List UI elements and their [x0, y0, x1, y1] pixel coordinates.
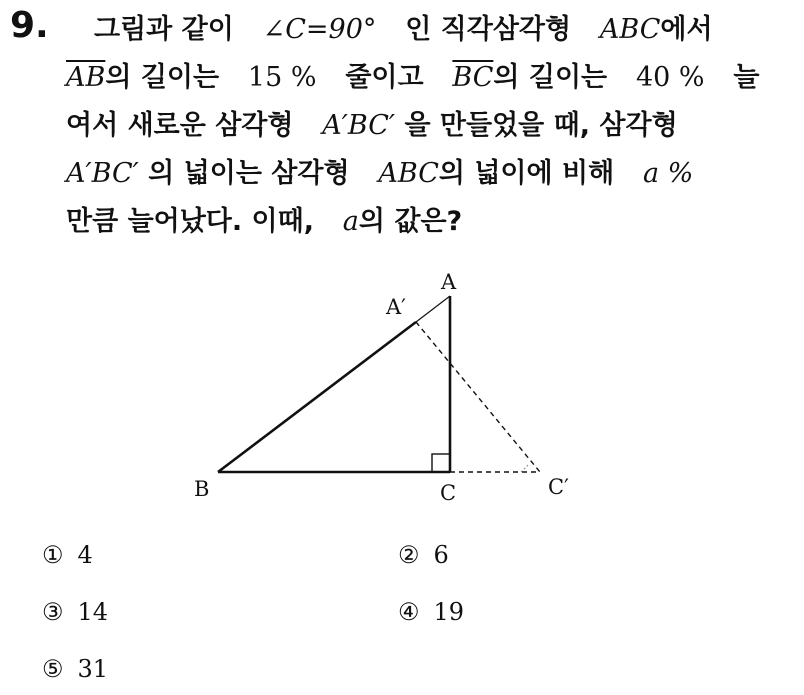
- stem-text: 의 길이는: [105, 62, 220, 93]
- stem-text: 인 직각삼각형: [405, 14, 572, 45]
- choice-number: ③: [42, 598, 64, 626]
- choice-value: 4: [77, 541, 93, 569]
- triangle-new: A′BC′: [322, 110, 396, 141]
- percent-bc: 40 %: [635, 62, 705, 93]
- label-a: A: [441, 270, 457, 294]
- stem-text: 줄이고: [345, 62, 424, 93]
- right-angle-mark-prime: [521, 465, 528, 472]
- choice-number: ④: [398, 598, 420, 626]
- right-angle-mark: [432, 454, 450, 472]
- choice-value: 31: [77, 655, 109, 683]
- segment-a-prime-a: [416, 296, 450, 322]
- stem-line-4: [66, 154, 766, 202]
- triangle-new: A′BC′: [66, 158, 139, 189]
- stem-line-2: [66, 58, 766, 106]
- segment-bc: $\overline{BC}$: [452, 62, 494, 93]
- choice-5[interactable]: [42, 654, 108, 684]
- dashed-a-prime-c-prime: [416, 322, 540, 472]
- stem-text: 의 값은?: [358, 206, 463, 237]
- choice-value: 19: [433, 598, 465, 626]
- label-c-prime: C′: [548, 475, 569, 499]
- stem-line-5: [66, 202, 766, 250]
- triangle-figure: [190, 262, 610, 512]
- choice-number: ⑤: [42, 655, 64, 683]
- choice-1[interactable]: [42, 540, 93, 570]
- stem-text: 만큼 늘어났다. 이때,: [66, 206, 314, 237]
- variable-a: a: [342, 206, 359, 237]
- variable-percent: a %: [642, 158, 694, 189]
- stem-text: 의 길이는: [493, 62, 608, 93]
- percent-ab: 15 %: [247, 62, 317, 93]
- stem-line-3: [66, 106, 766, 154]
- label-b: B: [194, 477, 210, 501]
- stem-text: 의 넓이는 삼각형: [148, 158, 350, 189]
- stem-text: 에서: [660, 14, 713, 45]
- stem-line-1: [66, 10, 766, 58]
- choice-4[interactable]: [398, 597, 464, 627]
- choice-value: 14: [77, 598, 109, 626]
- question-stem: [66, 10, 766, 250]
- label-a-prime: A′: [386, 295, 406, 319]
- stem-text: 그림과 같이: [94, 14, 234, 45]
- choice-value: 6: [433, 541, 449, 569]
- choice-2[interactable]: [398, 540, 449, 570]
- stem-text: 늘: [733, 62, 760, 93]
- angle-condition: ∠C=90°: [262, 14, 377, 45]
- stem-text: 을 만들었을 때, 삼각형: [404, 110, 678, 141]
- segment-ab: $\overline{AB}$: [66, 62, 106, 93]
- question-number: 9.: [10, 5, 49, 46]
- stem-text: 의 넓이에 비해: [438, 158, 615, 189]
- stem-text: 여서 새로운 삼각형: [66, 110, 294, 141]
- triangle-abc: ABC: [378, 158, 439, 189]
- choice-number: ②: [398, 541, 420, 569]
- label-c: C: [440, 481, 457, 505]
- segment-b-a-prime: [218, 322, 416, 472]
- choice-number: ①: [42, 541, 64, 569]
- choice-3[interactable]: [42, 597, 108, 627]
- triangle-abc: ABC: [599, 14, 661, 45]
